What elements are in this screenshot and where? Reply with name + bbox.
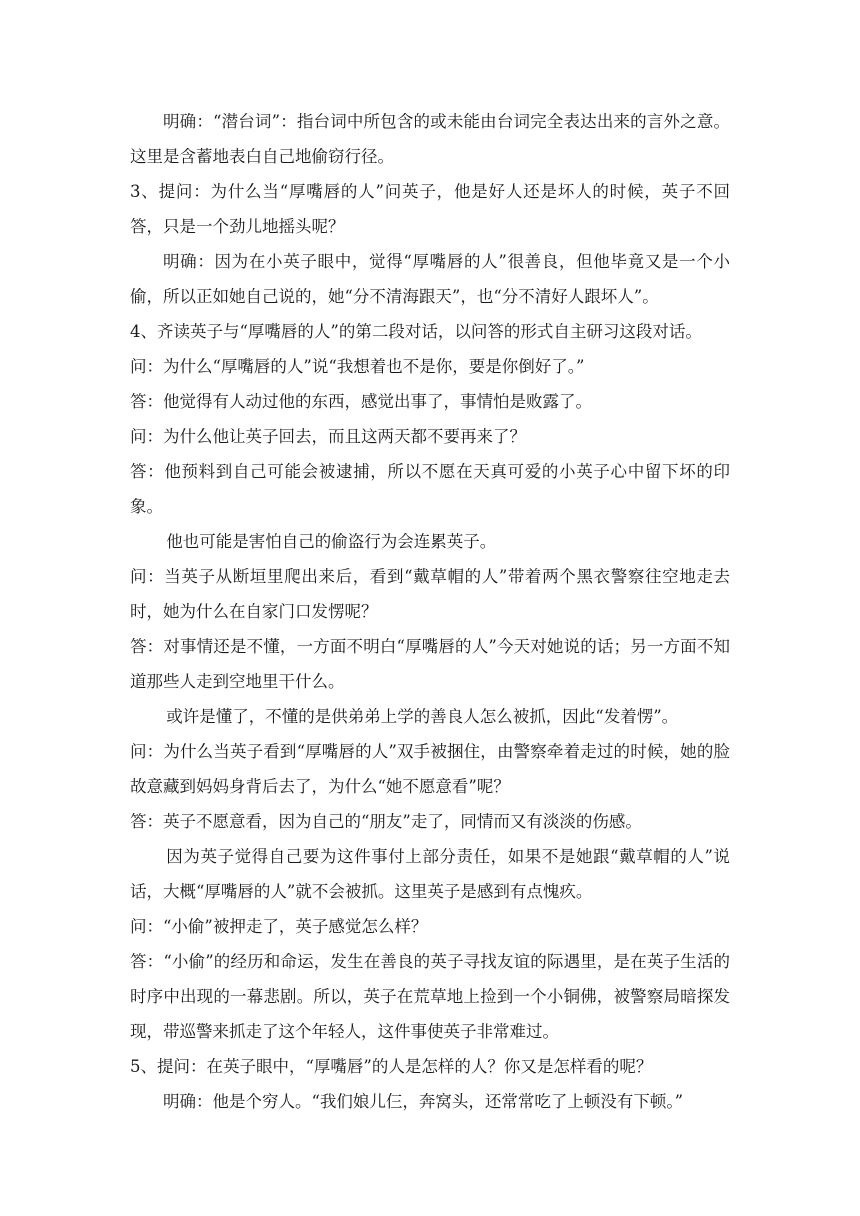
paragraph-answer-5: 明确：他是个穷人。“我们娘儿仨，奔窝头，还常常吃了上顿没有下顿。” [163,1092,684,1111]
paragraph-answer-4c: 答：对事情还是不懂，一方面不明白“厚嘴唇的人”今天对她说的话；另一方面不知道那些人走到空地里干什么。 [130,637,730,691]
document-body [130,104,730,1119]
paragraph-question-4c: 问：当英子从断垣里爬出来后，看到“戴草帽的人”带着两个黑衣警察往空地走去时，她为什么在自家门口发愣呢？ [130,567,730,621]
paragraph-answer-4b-extra: 他也可能是害怕自己的偷盗行为会连累英子。 [166,532,497,551]
paragraph-question-3: 3、提问：为什么当“厚嘴唇的人”问英子，他是好人还是坏人的时候，英子不回答，只是一个劲儿地摇头呢？ [130,182,730,236]
paragraph-question-4d: 问：为什么当英子看到“厚嘴唇的人”双手被捆住，由警察牵着走过的时候，她的脸故意藏到妈妈身背后去了，为什么“她不愿意看”呢？ [130,742,730,796]
paragraph-answer-4d-extra: 因为英子觉得自己要为这件事付上部分责任，如果不是她跟“戴草帽的人”说话，大概“厚嘴唇的人”就不会被抓。这里英子是感到有点愧疚。 [130,847,730,901]
paragraph-answer-4b: 答：他预料到自己可能会被逮捕，所以不愿在天真可爱的小英子心中留下坏的印象。 [130,462,730,516]
paragraph-explanation-subtext: 明确：“潜台词”：指台词中所包含的或未能由台词完全表达出来的言外之意。这里是含蓄地表白自己地偷窃行径。 [130,112,730,166]
paragraph-answer-4d: 答：英子不愿意看，因为自己的“朋友”走了，同情而又有淡淡的伤感。 [130,812,642,831]
paragraph-answer-4c-extra: 或许是懂了，不懂的是供弟弟上学的善良人怎么被抓，因此“发着愣”。 [166,707,679,726]
paragraph-answer-4e: 答：“小偷”的经历和命运，发生在善良的英子寻找友谊的际遇里，是在英子生活的时序中出现的一幕悲剧。所以，英子在荒草地上捡到一个小铜佛，被警察局暗探发现，带巡警来抓走了这个年轻人，这件事使英子非常难过。 [130,952,730,1041]
paragraph-question-4e: 问：“小偷”被押走了，英子感觉怎么样？ [130,917,428,936]
paragraph-question-4a: 问：为什么“厚嘴唇的人”说“我想着也不是你，要是你倒好了。” [130,357,585,376]
paragraph-question-4b: 问：为什么他让英子回去，而且这两天都不要再来了？ [130,427,526,446]
paragraph-question-5: 5、提问：在英子眼中，“厚嘴唇”的人是怎样的人？你又是怎样看的呢？ [130,1057,653,1076]
paragraph-answer-3: 明确：因为在小英子眼中，觉得“厚嘴唇的人”很善良，但他毕竟又是一个小偷，所以正如她自己说的，她“分不清海跟天”，也“分不清好人跟坏人”。 [130,252,730,306]
paragraph-answer-4a: 答：他觉得有人动过他的东西，感觉出事了，事情怕是败露了。 [130,392,592,411]
paragraph-task-4: 4、齐读英子与“厚嘴唇的人”的第二段对话，以问答的形式自主研习这段对话。 [130,322,702,341]
